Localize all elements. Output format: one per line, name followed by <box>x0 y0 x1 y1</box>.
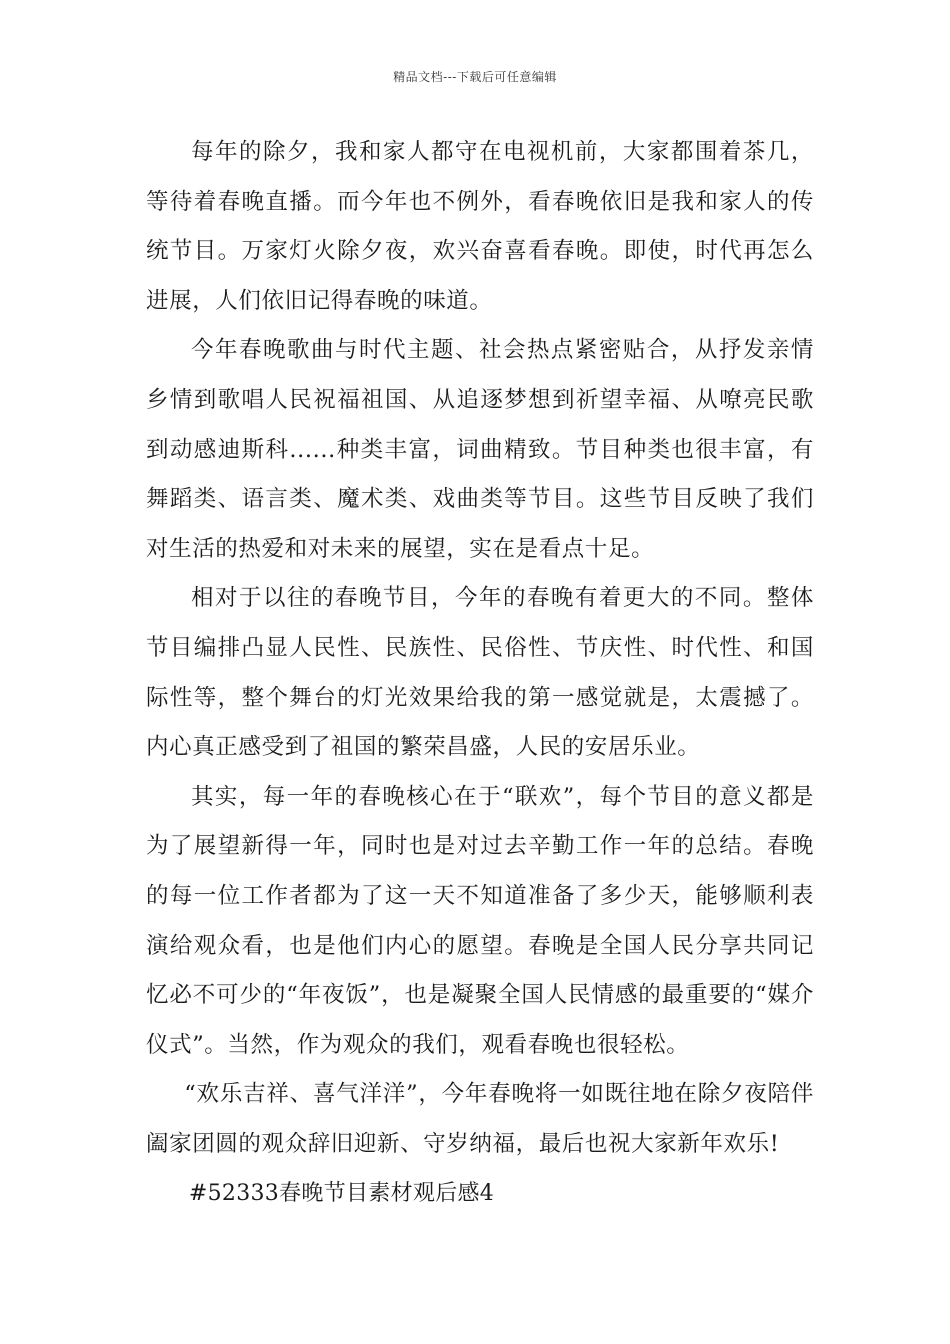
page-header: 精品文档---下载后可任意编辑 <box>393 70 557 84</box>
paragraph-4: 其实，每一年的春晚核心在于“联欢”，每个节目的意义都是为了展望新得一年，同时也是对过去辛勤工作一年的总结。春晚的每一位工作者都为了这一天不知道准备了多少天，能够顺利表演给观众看，也是他们内心的愿望。春晚是全国人民分享共同记忆必不可少的“年夜饭”，也是凝聚全国人民情感的最重要的“媒介仪式”。当然，作为观众的我们，观看春晚也很轻松。 <box>146 783 814 1058</box>
paragraph-2: 今年春晚歌曲与时代主题、社会热点紧密贴合，从抒发亲情乡情到歌唱人民祝福祖国、从追逐梦想到祈望幸福、从嘹亮民歌到动感迪斯科......种类丰富，词曲精致。节目种类也很丰富，有舞蹈类、语言类、魔术类、戏曲类等节目。这些节目反映了我们对生活的热爱和对未来的展望，实在是看点十足。 <box>146 337 814 562</box>
paragraph-1: 每年的除夕，我和家人都守在电视机前，大家都围着茶几，等待着春晚直播。而今年也不例外，看春晚依旧是我和家人的传统节目。万家灯火除夕夜，欢兴奋喜看春晚。即使，时代再怎么进展，人们依旧记得春晚的味道。 <box>146 139 814 314</box>
section-subtitle: #52333春晚节目素材观后感4 <box>188 1181 495 1207</box>
paragraph-3: 相对于以往的春晚节目，今年的春晚有着更大的不同。整体节目编排凸显人民性、民族性、民俗性、节庆性、时代性、和国际性等，整个舞台的灯光效果给我的第一感觉就是，太震撼了。内心真正感受到了祖国的繁荣昌盛，人民的安居乐业。 <box>146 585 814 761</box>
document-body <box>146 128 814 1219</box>
paragraph-5: “欢乐吉祥、喜气洋洋”，今年春晚将一如既往地在除夕夜陪伴阖家团圆的观众辞旧迎新、守岁纳福，最后也祝大家新年欢乐! <box>146 1081 814 1157</box>
